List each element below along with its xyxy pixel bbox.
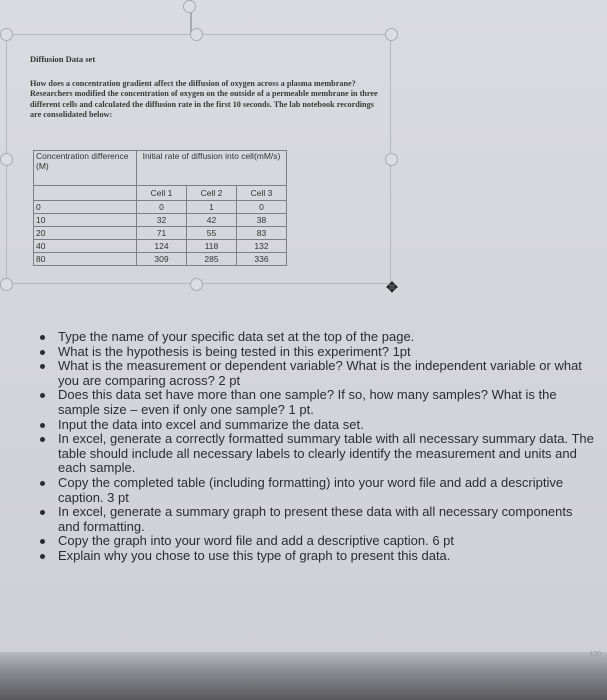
bullet-icon (40, 554, 45, 559)
conc-value: 10 (34, 214, 137, 227)
rate-value: 0 (236, 201, 286, 214)
conc-value: 20 (34, 227, 137, 240)
list-item (36, 534, 596, 549)
rate-value: 124 (137, 240, 187, 253)
list-item (36, 418, 596, 433)
table-row (34, 201, 287, 214)
task-text: Input the data into excel and summarize the data set. (58, 416, 364, 432)
rate-value: 71 (137, 227, 187, 240)
resize-handle-icon-bottom[interactable] (190, 278, 203, 291)
rate-value: 55 (186, 227, 236, 240)
bullet-icon (40, 510, 45, 515)
bullet-icon (40, 364, 45, 369)
bullet-icon (40, 539, 45, 544)
task-text: Type the name of your specific data set at the top of the page. (58, 329, 415, 344)
resize-handle-icon-top-left[interactable] (0, 28, 13, 41)
resize-handle-icon-bottom-left[interactable] (0, 278, 13, 291)
list-item (36, 432, 596, 476)
task-text: What is the hypothesis is being tested in this experiment? 1pt (58, 343, 411, 359)
task-text: What is the measurement or dependent variable? What is the independent variable or what you are comparing across? 2 pt (58, 358, 582, 388)
cell-2-header: Cell 2 (186, 186, 236, 201)
list-item (36, 549, 596, 564)
table-row (34, 240, 287, 253)
dataset-intro: How does a concentration gradient affect the diffusion of oxygen across a plasma membrane? Researchers modified the concentration of oxygen on the outside of a permeable membrane in three different cells and calculated the diffusion rate in the first 10 seconds. The lab notebook recordings are consolidated below: (30, 79, 378, 120)
rate-value: 42 (186, 214, 236, 227)
list-item (36, 388, 596, 417)
conc-value: 40 (34, 240, 137, 253)
bullet-icon (40, 437, 45, 442)
task-text: In excel, generate a summary graph to present these data with all necessary components and formatting. (58, 504, 573, 534)
resize-handle-icon-top[interactable] (190, 28, 203, 41)
rate-value: 309 (137, 253, 187, 266)
bullet-icon (40, 350, 45, 355)
diffusion-data-table (33, 150, 287, 266)
rate-value: 132 (236, 240, 286, 253)
bullet-icon (40, 393, 45, 398)
rate-value: 1 (186, 201, 236, 214)
rate-value: 118 (186, 240, 236, 253)
rate-value: 83 (236, 227, 286, 240)
rotate-handle-icon[interactable] (183, 0, 196, 13)
task-text: Does this data set have more than one sample? If so, how many samples? What is the sample size – even if only one sample? 1 pt. (58, 387, 557, 417)
assignment-task-list (36, 330, 596, 564)
bullet-icon (40, 335, 45, 340)
zoom-readout: 100 (589, 651, 601, 658)
table-row (34, 253, 287, 266)
blank-header-cell (34, 186, 137, 201)
cell-1-header: Cell 1 (137, 186, 187, 201)
resize-handle-icon-left[interactable] (0, 153, 13, 166)
list-item (36, 476, 596, 505)
rate-value: 336 (236, 253, 286, 266)
resize-handle-icon-right[interactable] (385, 153, 398, 166)
cell-3-header: Cell 3 (236, 186, 286, 201)
bullet-icon (40, 481, 45, 486)
list-item (36, 505, 596, 534)
task-text: Copy the graph into your word file and add a descriptive caption. 6 pt (58, 533, 455, 549)
concentration-header: Concentration difference (M) (34, 151, 137, 186)
rate-value: 38 (236, 214, 286, 227)
task-text: Explain why you chose to use this type of graph to present this data. (58, 547, 451, 563)
rate-value: 285 (186, 253, 236, 266)
rate-value: 0 (137, 201, 187, 214)
conc-value: 80 (34, 253, 137, 266)
rate-group-header: Initial rate of diffusion into cell(mM/s) (137, 151, 287, 186)
task-text: In excel, generate a correctly formatted summary table with all necessary summary data. The table should include all necessary labels to clearly identify the measurement and units and each sample. (58, 431, 594, 476)
task-text: Copy the completed table (including formatting) into your word file and add a descriptive caption. 3 pt (58, 474, 564, 505)
rate-value: 32 (137, 214, 187, 227)
dataset-title: Diffusion Data set (30, 54, 96, 64)
resize-handle-icon-top-right[interactable] (385, 28, 398, 41)
bullet-icon (40, 423, 45, 428)
table-subheader-row (34, 186, 287, 201)
list-item (36, 359, 596, 388)
move-cursor-icon[interactable]: ✥ (386, 279, 398, 295)
list-item (36, 345, 596, 360)
table-header-row (34, 151, 287, 186)
table-row (34, 227, 287, 240)
table-row (34, 214, 287, 227)
conc-value: 0 (34, 201, 137, 214)
window-bottom-bar (0, 652, 607, 700)
list-item (36, 330, 596, 345)
